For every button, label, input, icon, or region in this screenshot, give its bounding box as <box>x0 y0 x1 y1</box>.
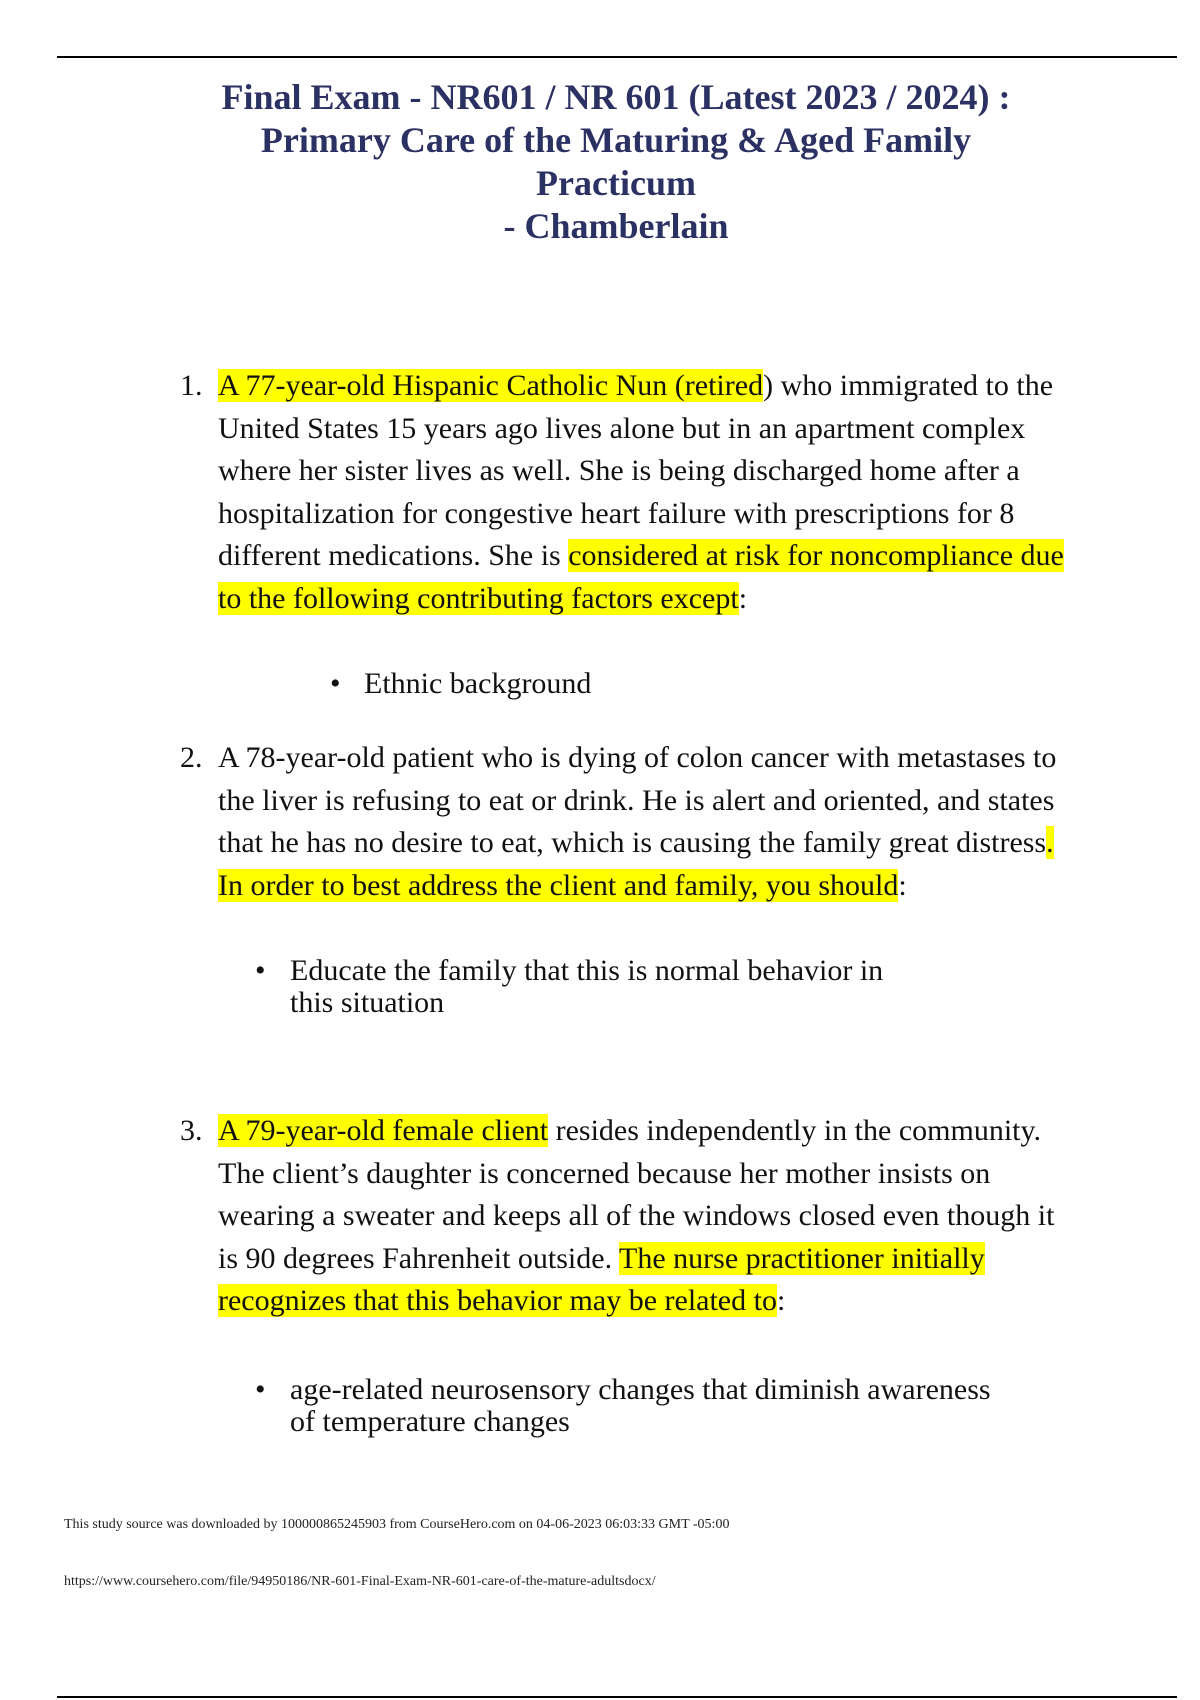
plain-text: : <box>898 868 907 902</box>
question-2 <box>180 737 1080 907</box>
title-line-2: Primary Care of the Maturing & Aged Family <box>260 120 972 160</box>
title-line-3: Practicum <box>536 163 696 203</box>
answer-text: Ethnic background <box>364 667 592 700</box>
question-text <box>218 1110 1080 1323</box>
question-number: 3. <box>180 1114 203 1147</box>
answer-text-line-1: age-related neurosensory changes that diminish awareness <box>290 1373 991 1406</box>
document-title <box>120 76 1112 248</box>
highlighted-text: . In order to best address the client and family, you should <box>218 826 1054 902</box>
footer-url[interactable]: https://www.coursehero.com/file/94950186/NR-601-Final-Exam-NR-601-care-of-the-mature-adultsdocx/ <box>64 1574 656 1589</box>
bullet-icon: • <box>330 667 341 700</box>
bottom-rule <box>57 1696 1177 1698</box>
answer-text-line-1: Educate the family that this is normal behavior in <box>290 954 884 987</box>
question-3 <box>180 1110 1080 1323</box>
bullet-icon: • <box>255 954 266 987</box>
answer-text-line-2: of temperature changes <box>290 1405 570 1438</box>
question-text <box>218 365 1080 620</box>
answer-2 <box>255 955 883 1019</box>
answer-1 <box>330 668 591 700</box>
answer-3 <box>255 1374 991 1438</box>
footer-source-note: This study source was downloaded by 100000865245903 from CourseHero.com on 04-06-2023 06:03:33 GMT -05:00 <box>64 1517 730 1532</box>
plain-text: ) who immigrated to the United States 15 years ago lives alone but in an apartment complex where her sister lives as well. She is being discharged home after a hospitalization for congestive heart failure with prescriptions for 8 different medications. She is <box>218 369 1054 572</box>
question-1 <box>180 365 1080 620</box>
plain-text: : <box>776 1284 786 1317</box>
highlighted-text: considered at risk for noncompliance due to the following contributing factors except <box>218 539 1064 615</box>
question-number: 1. <box>180 369 203 402</box>
top-rule <box>57 56 1177 58</box>
answer-text-line-2: this situation <box>290 986 445 1019</box>
plain-text: A 78-year-old patient who is dying of colon cancer with metastases to the liver is refusing to eat or drink. He is alert and oriented, and states that he has no desire to eat, which is causing the family great distress <box>218 741 1057 859</box>
title-line-1: Final Exam - NR601 / NR 601 (Latest 2023 / 2024) : <box>221 77 1011 117</box>
highlighted-text: A 79-year-old female client <box>218 1114 549 1147</box>
question-text <box>218 737 1080 907</box>
question-number: 2. <box>180 741 203 774</box>
highlighted-text: The nurse practitioner initially recognizes that this behavior may be related to <box>218 1241 985 1317</box>
title-line-4: - Chamberlain <box>503 206 729 246</box>
highlighted-text: A 77-year-old Hispanic Catholic Nun (retired <box>218 369 764 402</box>
plain-text: : <box>738 581 748 615</box>
bullet-icon: • <box>255 1373 266 1406</box>
plain-text: resides independently in the community. The client’s daughter is concerned because her mother insists on wearing a sweater and keeps all of the windows closed even though it is 90 degrees Fahrenheit outside. <box>218 1114 1055 1275</box>
